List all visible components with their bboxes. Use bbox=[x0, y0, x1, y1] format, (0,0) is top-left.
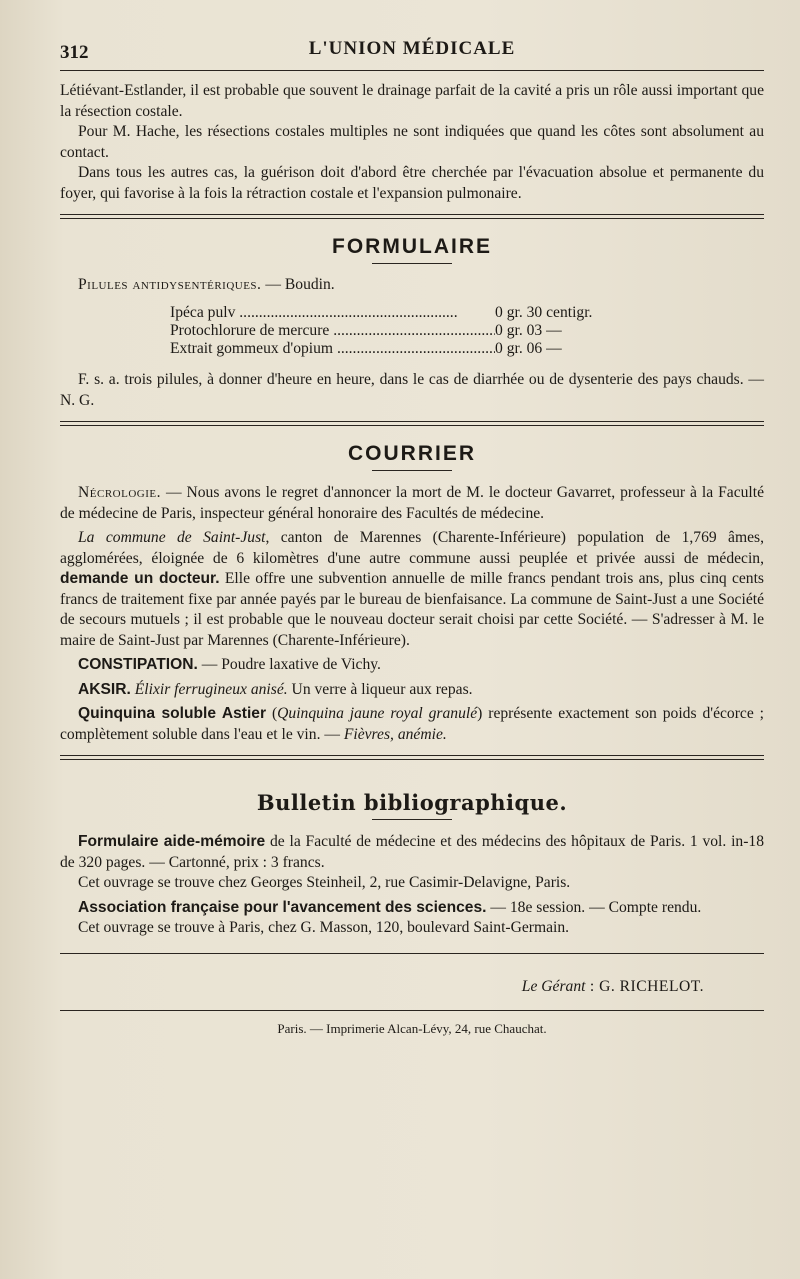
section-divider bbox=[60, 755, 764, 760]
quinquina-open: ( bbox=[266, 705, 278, 722]
bibliography-entry bbox=[60, 832, 764, 873]
ingredient-name: Protochlorure de mercure ..... bbox=[170, 322, 495, 340]
section-divider bbox=[60, 214, 764, 219]
commune-text-2: Elle offre une subvention annuelle de mille francs pendant trois ans, plus cinq cents francs de traitement fixe par année payés par le bureau de bienfaisance. La commune de Saint-Just a une Société de secours mutuels ; il est probable que le nouveau docteur serait choisi par cette Société. — S'adresser à M. le maire de Saint-Just par Marennes (Charente-Inférieure). bbox=[60, 570, 764, 649]
header-rule bbox=[60, 70, 764, 71]
entry-text: — 18e session. — Compte rendu. bbox=[486, 898, 702, 916]
quinquina-label: Quinquina soluble Astier bbox=[78, 705, 267, 722]
printer-imprint: Paris. — Imprimerie Alcan-Lévy, 24, rue Chauchat. bbox=[277, 1020, 547, 1036]
title-underline bbox=[372, 470, 452, 471]
entry-location: Cet ouvrage se trouve à Paris, chez G. Masson, 120, boulevard Saint-Germain. bbox=[78, 919, 570, 936]
page-number: 312 bbox=[60, 42, 89, 63]
ingredient-quantity: 0 gr. 03 — bbox=[495, 322, 562, 339]
journal-title: L'UNION MÉDICALE bbox=[308, 38, 516, 59]
aksir-text: Un verre à liqueur aux repas. bbox=[287, 680, 473, 698]
ingredient-row bbox=[170, 340, 764, 358]
necrology-item bbox=[60, 483, 764, 524]
ingredient-list bbox=[170, 304, 764, 358]
entry-location: Cet ouvrage se trouve chez Georges Steinheil, 2, rue Casimir-Delavigne, Paris. bbox=[78, 874, 571, 891]
commune-text-1: , canton de Marennes (Charente-Inférieure) population de 1,769 âmes, agglomérées, éloignée de 6 kilomètres d'une autre commune aussi peuplée et privée aussi de médecin, bbox=[60, 529, 764, 567]
bibliography-entry bbox=[60, 898, 764, 919]
section-divider bbox=[60, 421, 764, 426]
entry-text: de la Faculté de médecine et des médecins des hôpitaux de Paris. 1 vol. in-18 de 320 pages. — Cartonné, prix : 3 francs. bbox=[60, 833, 764, 871]
ingredient-row bbox=[170, 304, 764, 322]
gerant-label: Le Gérant bbox=[521, 977, 586, 995]
entry-title: Formulaire aide-mémoire bbox=[78, 833, 266, 850]
aksir-italic: Élixir ferrugineux anisé. bbox=[134, 680, 288, 698]
commune-label: La commune de Saint-Just bbox=[78, 529, 266, 546]
necrology-text: — Nous avons le regret d'annoncer la mort de M. le docteur Gavarret, professeur à la Faculté de médecine de Paris, inspecteur général honoraire des Facultés de médecine. bbox=[60, 484, 764, 522]
necrology-label: Nécrologie. bbox=[78, 484, 161, 501]
recipe-author: Boudin. bbox=[284, 276, 335, 293]
quinquina-italic: Quinquina jaune royal granulé bbox=[277, 705, 478, 722]
commune-request: demande un docteur. bbox=[60, 570, 220, 587]
gerant-signature bbox=[60, 978, 704, 996]
aksir-ad bbox=[60, 680, 764, 701]
ingredient-name: Extrait gommeux d'opium ..... bbox=[170, 340, 495, 358]
aksir-label: AKSIR. bbox=[78, 680, 131, 698]
recipe-dash: — bbox=[265, 276, 281, 293]
running-head bbox=[60, 28, 764, 62]
quinquina-tail: Fièvres, anémie. bbox=[343, 725, 447, 743]
closing-rule bbox=[60, 953, 764, 954]
recipe-name: Pilules antidysentériques. bbox=[78, 276, 262, 293]
title-underline bbox=[372, 263, 452, 264]
commune-notice bbox=[60, 528, 764, 651]
recipe-heading bbox=[78, 276, 764, 294]
ingredient-quantity: 0 gr. 30 centigr. bbox=[495, 304, 593, 321]
title-underline bbox=[372, 819, 452, 820]
quinquina-text: ) représente exactement son poids d'écorce ; complètement soluble dans l'eau et le vin. — bbox=[60, 705, 765, 743]
intro-paragraph-1: Létiévant-Estlander, il est probable que souvent le drainage parfait de la cavité a pris un rôle aussi important que la résection costale. bbox=[60, 82, 764, 120]
ingredient-quantity: 0 gr. 06 — bbox=[495, 340, 562, 357]
constipation-text: — Poudre laxative de Vichy. bbox=[197, 656, 381, 673]
formulaire-title: FORMULAIRE bbox=[332, 235, 492, 258]
courrier-title: COURRIER bbox=[347, 442, 476, 465]
constipation-label: CONSTIPATION. bbox=[78, 656, 198, 673]
recipe-instructions: F. s. a. trois pilules, à donner d'heure en heure, dans le cas de diarrhée ou de dysenterie des pays chauds. — N. G. bbox=[60, 371, 764, 409]
entry-title: Association française pour l'avancement des sciences. bbox=[78, 898, 487, 916]
footer-rule bbox=[60, 1010, 764, 1011]
bulletin-title: Bulletin bibliographique. bbox=[256, 790, 568, 815]
constipation-ad bbox=[60, 655, 764, 676]
intro-paragraph-3: Dans tous les autres cas, la guérison doit d'abord être cherchée par l'évacuation absolue et permanente du foyer, qui favorise à la fois la rétraction costale et l'expansion pulmonaire. bbox=[60, 164, 764, 202]
quinquina-ad bbox=[60, 704, 764, 745]
gerant-name: : G. RICHELOT. bbox=[585, 977, 704, 995]
intro-paragraph-2: Pour M. Hache, les résections costales multiples ne sont indiquées que quand les côtes sont absolument au contact. bbox=[60, 123, 764, 161]
ingredient-row bbox=[170, 322, 764, 340]
ingredient-name: Ipéca pulv ..... bbox=[170, 304, 495, 322]
